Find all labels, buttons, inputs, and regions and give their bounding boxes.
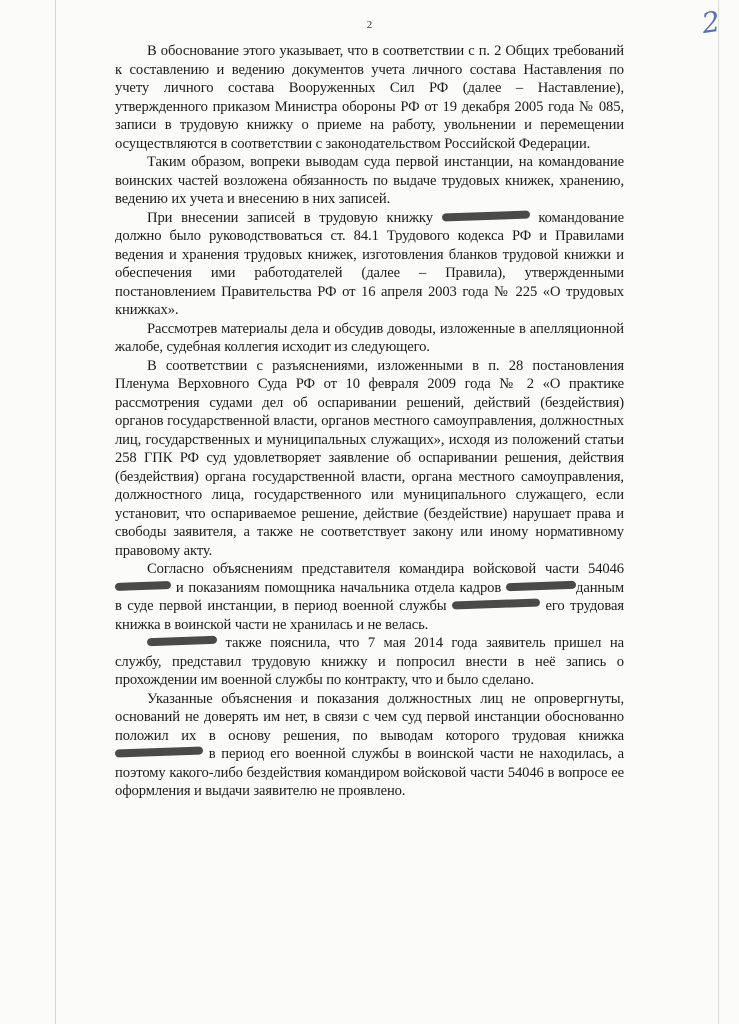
paragraph-review: Рассмотрев материалы дела и обсудив доводы, изложенные в апелляционной жалобе, судебная коллегия исходит из следующего. [115,320,624,355]
paragraph-testimony [115,560,624,634]
redacted-name [115,581,171,591]
paragraph-records-part-a: При внесении записей в трудовую книжку [147,209,433,226]
handwritten-page-mark: 2 [699,4,723,41]
paragraph-arrival [115,634,624,690]
redacted-name [452,598,540,609]
paragraph-conclusion: Таким образом, вопреки выводам суда первой инстанции, на командование воинских частей возложена обязанность по выдаче трудовых книжек, хранению, ведению их учета и внесению в них записей. [115,154,624,207]
scan-edge-right [718,0,719,1024]
scan-edge-left [55,0,56,1024]
paragraph-records-part-b: командование должно было руководствоваться ст. 84.1 Трудового кодекса РФ и Правилами ведения и хранения трудовых книжек, изготовления бланков трудовой книжки и обеспечения ими работодателей (далее – Правила), утвержденными постановлением Правительства РФ от 16 апреля 2003 года № 225 «О трудовых книжках». [115,209,624,318]
redacted-name [115,746,203,757]
paragraph-explanations: В соответствии с разъяснениями, изложенными в п. 28 постановления Пленума Верховного Суда РФ от 10 февраля 2009 года № 2 «О практике рассмотрения судами дел об оспаривании решений, действий (бездействия) органов государственной власти, органов местного самоуправления, должностных лиц, государственных и муниципальных служащих», исходя из положений статьи 258 ГПК РФ суд удовлетворяет заявление об оспаривании решения, действия (бездействия) органа государственной власти, органа местного самоуправления, должностного лица, государственного или муниципального служащего, если установит, что оспариваемое решение, действие (бездействие) нарушает права и свободы заявителя, а также не соответствует закону или иному нормативному правовому акту. [115,357,624,559]
paragraph-findings [115,690,624,801]
paragraph-testimony-part-c: данным в суде первой инстанции, в период военной службы [115,579,624,614]
paragraph-basis: В обоснование этого указывает, что в соответствии с п. 2 Общих требований к составлению и ведению документов учета личного состава Наставления по учету личного состава Вооруженных Сил РФ (далее – Наставление), утвержденного приказом Министра обороны РФ от 19 декабря 2005 года № 085, записи в трудовую книжку о приеме на работу, увольнении и перемещении осуществляются в соответствии с законодательством Российской Федерации. [115,43,624,152]
paragraph-arrival-text: также пояснила, что 7 мая 2014 года заявитель пришел на службу, представил трудовую книжку и попросил внести в неё запись о прохождении им военной службы по контракту, что и было сделано. [115,635,624,688]
redacted-name [442,210,530,221]
paragraph-records [115,209,624,320]
paragraph-findings-part-a: Указанные объяснения и показания должностных лиц не опровергнуты, оснований не доверять им нет, в связи с чем суд первой инстанции обоснованно положил их в основу решения, по выводам которого трудовая книжка [115,690,624,744]
paragraph-testimony-part-d: его трудовая книжка в воинской части не хранилась и не велась. [115,598,624,633]
paragraph-testimony-part-a: Согласно объяснениям представителя командира войсковой части 54046 [147,561,624,577]
paragraph-findings-part-b: в период его военной службы в воинской части не находилась, а поэтому какого-либо бездействия командиром войсковой части 54046 в вопросе ее оформления и выдачи заявителю не проявлено. [115,746,624,799]
page-number: 2 [366,19,373,31]
document-body [115,42,624,801]
redacted-name [506,580,576,590]
redacted-name [147,636,217,646]
paragraph-testimony-part-b: и показаниям помощника начальника отдела кадров [175,579,502,596]
